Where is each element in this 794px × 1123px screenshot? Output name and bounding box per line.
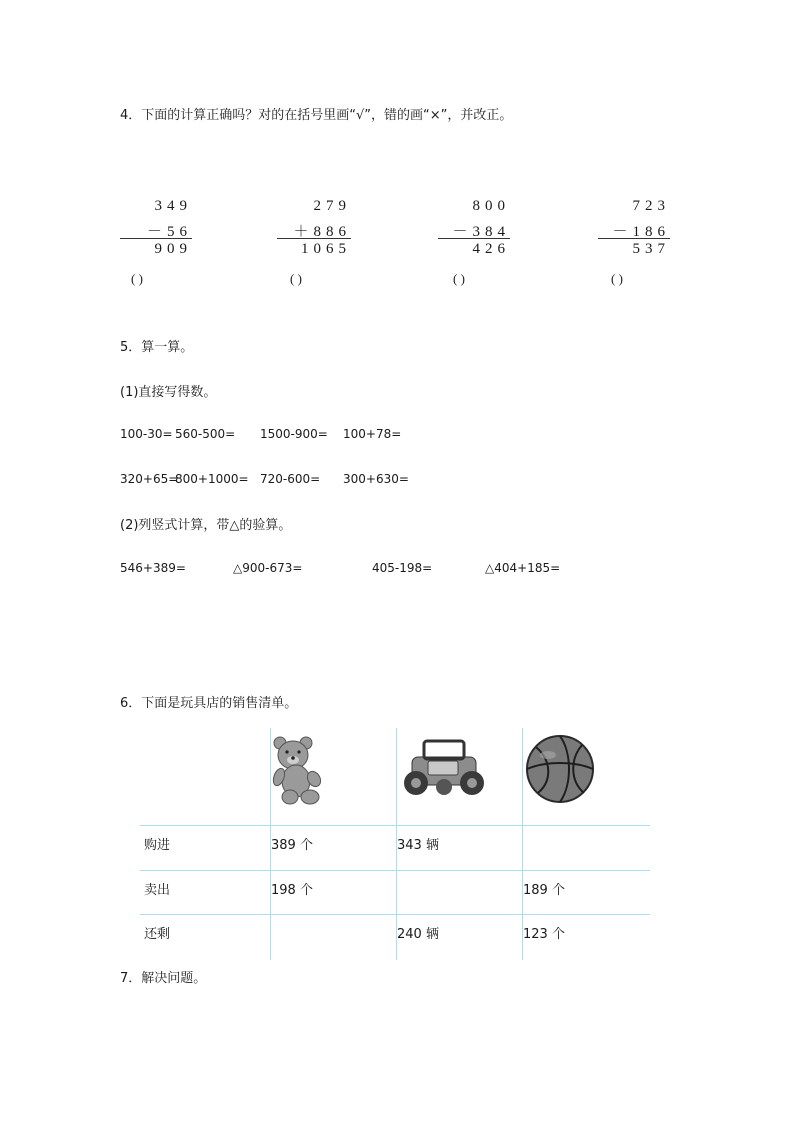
vertical-problem-3	[430, 198, 510, 268]
table-divider	[140, 914, 650, 915]
row-label-sold: 卖出	[144, 883, 171, 898]
calc-item: 320+65=	[120, 472, 179, 486]
teddy-bear-icon	[272, 735, 327, 807]
cell-car-remaining: 240 辆	[397, 927, 439, 942]
sum-line	[120, 238, 192, 239]
q5-part1-title: (1)直接写得数。	[120, 385, 217, 400]
q5-title: 5．算一算。	[120, 340, 194, 355]
calc-item: 720-600=	[260, 472, 321, 486]
calc-item: 100-30=	[120, 427, 173, 441]
answer-paren-1[interactable]: ( )	[131, 271, 143, 286]
cell-bear-sold: 198 个	[271, 883, 313, 898]
calc-item: △404+185=	[485, 561, 561, 575]
q5-part2-title: (2)列竖式计算，带△的验算。	[120, 518, 292, 533]
cell-bear-bought: 389 个	[271, 838, 313, 853]
operator: ＋	[293, 224, 314, 240]
calc-item: 405-198=	[372, 561, 433, 575]
table-divider	[140, 870, 650, 871]
calc-item: 300+630=	[343, 472, 409, 486]
operand-bottom: 56	[167, 224, 192, 240]
vertical-problem-1	[112, 198, 192, 268]
operand-top: 800	[472, 198, 510, 214]
row-label-remaining: 还剩	[144, 927, 171, 942]
answer-paren-3[interactable]: ( )	[453, 271, 465, 286]
operator: －	[146, 224, 167, 240]
cell-ball-remaining: 123 个	[523, 927, 565, 942]
calc-item: 1500-900=	[260, 427, 328, 441]
calc-item: 560-500=	[175, 427, 236, 441]
vertical-problem-4	[590, 198, 670, 268]
calc-item: 800+1000=	[175, 472, 249, 486]
toy-car-icon	[398, 735, 490, 801]
basketball-icon	[524, 733, 596, 805]
row-label-bought: 购进	[144, 838, 171, 853]
sum-line	[277, 238, 351, 239]
q6-title: 6．下面是玩具店的销售清单。	[120, 696, 298, 711]
result: 537	[632, 241, 670, 257]
calc-item: △900-673=	[233, 561, 303, 575]
result: 1065	[301, 241, 351, 257]
operand-top: 723	[632, 198, 670, 214]
q4-title: 4．下面的计算正确吗？对的在括号里画“√”，错的画“×”，并改正。	[120, 108, 513, 123]
operator: －	[452, 224, 473, 240]
operand-bottom: 886	[313, 224, 351, 240]
vertical-problem-2	[271, 198, 351, 268]
answer-paren-2[interactable]: ( )	[290, 271, 302, 286]
cell-ball-sold: 189 个	[523, 883, 565, 898]
operator: －	[612, 224, 633, 240]
calc-item: 100+78=	[343, 427, 402, 441]
sum-line	[438, 238, 510, 239]
q7-title: 7．解决问题。	[120, 971, 207, 986]
table-divider	[140, 825, 650, 826]
operand-bottom: 186	[632, 224, 670, 240]
sum-line	[598, 238, 670, 239]
result: 426	[472, 241, 510, 257]
operand-top: 279	[313, 198, 351, 214]
calc-item: 546+389=	[120, 561, 186, 575]
operand-top: 349	[154, 198, 192, 214]
operand-bottom: 384	[472, 224, 510, 240]
answer-paren-4[interactable]: ( )	[611, 271, 623, 286]
cell-car-bought: 343 辆	[397, 838, 439, 853]
result: 909	[154, 241, 192, 257]
